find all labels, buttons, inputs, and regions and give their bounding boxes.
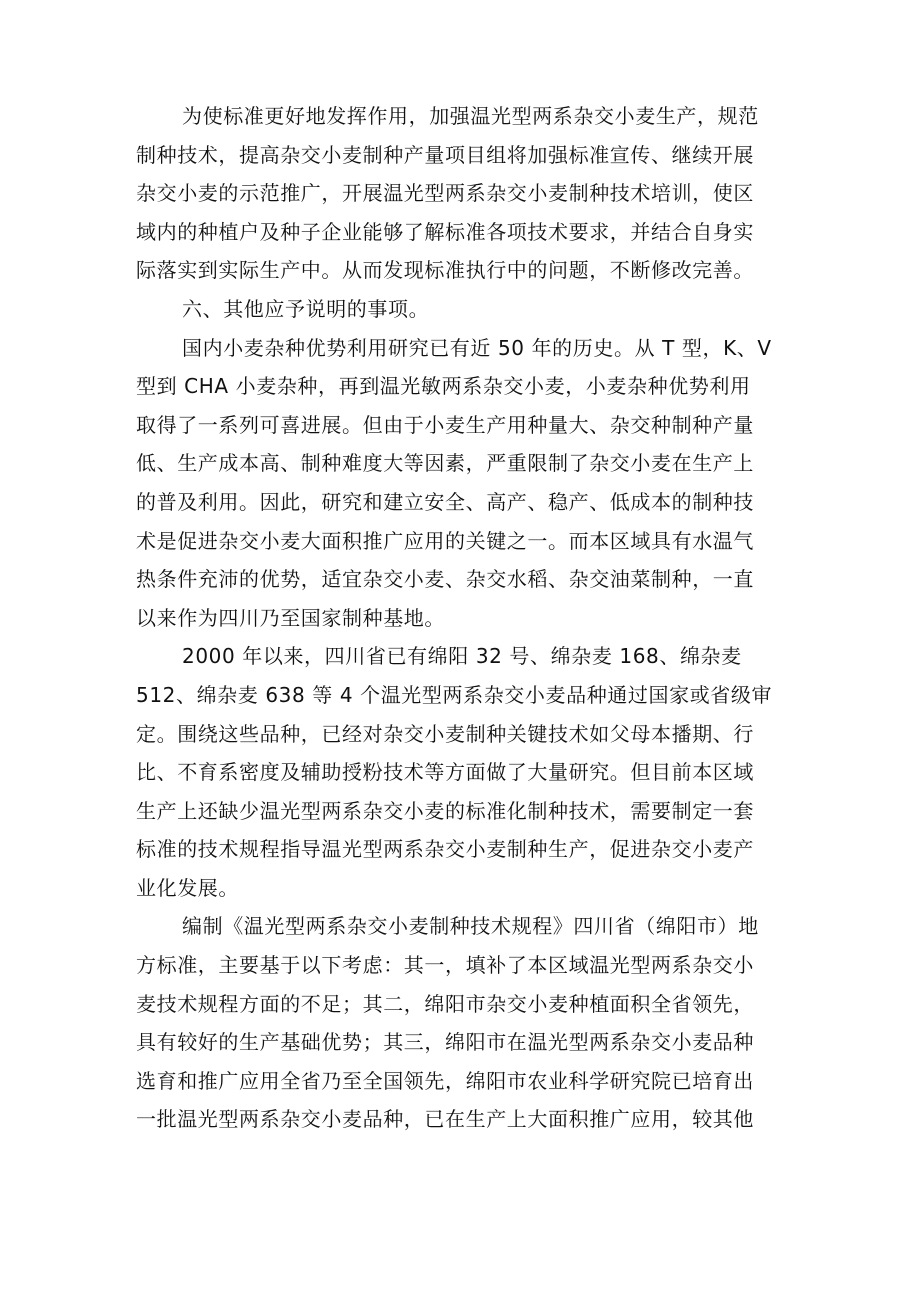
paragraph-5-line-2: 方标准，主要基于以下考虑：其一，填补了本区域温光型两系杂交小 xyxy=(136,953,754,978)
paragraph-3-line-8: 以来作为四川乃至国家制种基地。 xyxy=(136,605,445,630)
paragraph-3-line-6: 术是促进杂交小麦大面积推广应用的关键之一。而本区域具有水温气 xyxy=(136,528,754,553)
paragraph-5-line-1: 编制《温光型两系杂交小麦制种技术规程》四川省（绵阳市）地 xyxy=(182,914,759,939)
paragraph-4-line-7: 业化发展。 xyxy=(136,875,239,900)
paragraph-1-line-3: 杂交小麦的示范推广，开展温光型两系杂交小麦制种技术培训，使区 xyxy=(136,181,754,206)
paragraph-1-line-4: 域内的种植户及种子企业能够了解标准各项技术要求，并结合自身实 xyxy=(136,219,754,244)
paragraph-4-line-5: 生产上还缺少温光型两系杂交小麦的标准化制种技术，需要制定一套 xyxy=(136,798,754,823)
paragraph-1-line-2: 制种技术，提高杂交小麦制种产量项目组将加强标准宣传、继续开展 xyxy=(136,142,754,167)
paragraph-5-line-6: 一批温光型两系杂交小麦品种，已在生产上大面积推广应用，较其他 xyxy=(136,1107,754,1132)
paragraph-1-line-1: 为使标准更好地发挥作用，加强温光型两系杂交小麦生产，规范 xyxy=(182,104,759,128)
paragraph-3-line-4: 低、生产成本高、制种难度大等因素，严重限制了杂交小麦在生产上 xyxy=(136,451,754,476)
paragraph-4-line-1: 2000 年以来，四川省已有绵阳 32 号、绵杂麦 168、绵杂麦 xyxy=(182,644,742,669)
paragraph-3-line-2: 型到 CHA 小麦杂种，再到温光敏两系杂交小麦，小麦杂种优势利用 xyxy=(136,374,751,399)
paragraph-4-line-2: 512、绵杂麦 638 等 4 个温光型两系杂交小麦品种通过国家或省级审 xyxy=(136,682,773,707)
paragraph-4-line-6: 标准的技术规程指导温光型两系杂交小麦制种生产，促进杂交小麦产 xyxy=(136,837,754,862)
paragraph-5-line-3: 麦技术规程方面的不足；其二，绵阳市杂交小麦种植面积全省领先， xyxy=(136,991,754,1016)
paragraph-3-line-1: 国内小麦杂种优势利用研究已有近 50 年的历史。从 T 型，K、V xyxy=(182,335,772,360)
paragraph-4-line-4: 比、不育系密度及辅助授粉技术等方面做了大量研究。但目前本区域 xyxy=(136,760,754,785)
section-heading: 六、其他应予说明的事项。 xyxy=(182,296,430,321)
paragraph-4-line-3: 定。围绕这些品种，已经对杂交小麦制种关键技术如父母本播期、行 xyxy=(136,721,754,746)
paragraph-3-line-5: 的普及利用。因此，研究和建立安全、高产、稳产、低成本的制种技 xyxy=(136,489,754,514)
paragraph-5-line-5: 选育和推广应用全省乃至全国领先，绵阳市农业科学研究院已培育出 xyxy=(136,1068,754,1093)
paragraph-1-line-5: 际落实到实际生产中。从而发现标准执行中的问题，不断修改完善。 xyxy=(136,258,754,283)
paragraph-5-line-4: 具有较好的生产基础优势；其三，绵阳市在温光型两系杂交小麦品种 xyxy=(136,1030,754,1055)
paragraph-3-line-3: 取得了一系列可喜进展。但由于小麦生产用种量大、杂交种制种产量 xyxy=(136,412,754,437)
paragraph-3-line-7: 热条件充沛的优势，适宜杂交小麦、杂交水稻、杂交油菜制种，一直 xyxy=(136,567,754,592)
document-body xyxy=(136,97,792,1139)
